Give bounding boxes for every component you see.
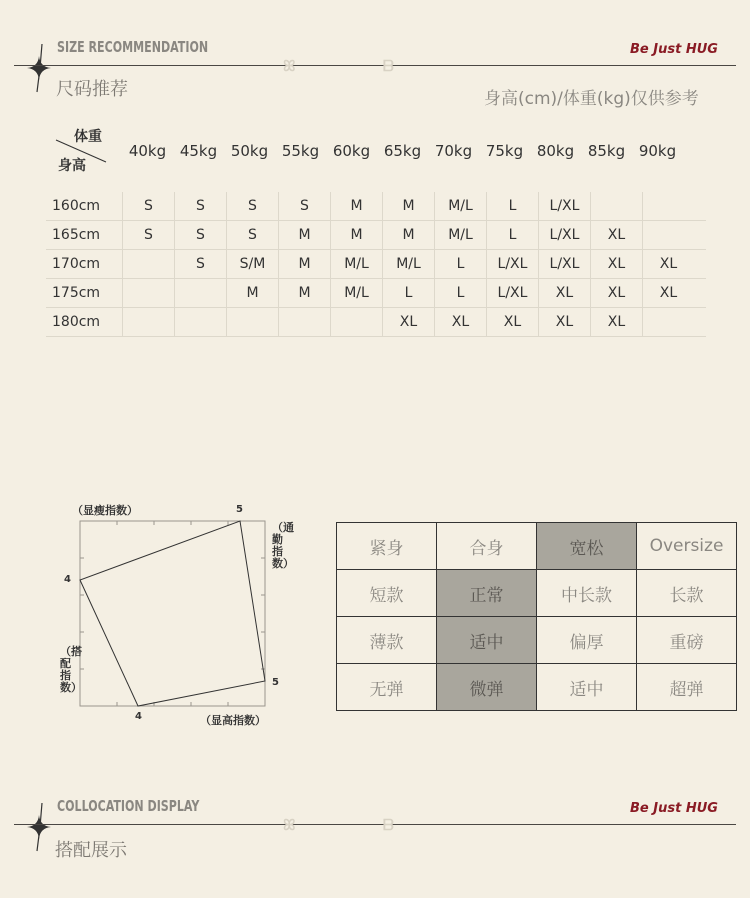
size-cell: M/L (434, 221, 486, 249)
brand-logo: Be Just HUG (630, 42, 718, 57)
weight-header-cell: 85kg (587, 142, 626, 160)
size-cell: S (122, 221, 174, 249)
size-cell: M (278, 279, 330, 307)
features-row (337, 523, 737, 570)
size-cell: M (382, 192, 434, 220)
radar-left-label: （搭配指数） (60, 645, 82, 694)
weight-header-cell: 65kg (383, 142, 422, 160)
size-cell: M/L (330, 250, 382, 278)
size-cell: S (174, 221, 226, 249)
radar-value-left: 4 (64, 574, 71, 585)
deco-glyph: ꕤ (283, 57, 296, 75)
header-rule (14, 824, 736, 825)
size-row (46, 221, 706, 250)
weight-header-cell: 40kg (128, 142, 167, 160)
size-cell (174, 308, 226, 336)
section-title-en: SIZE RECOMMENDATION (57, 38, 209, 56)
size-cell: S (174, 250, 226, 278)
weight-header-cell: 80kg (536, 142, 575, 160)
deco-glyph: ꕤ (283, 816, 296, 834)
size-cell: XL (538, 279, 590, 307)
size-cell: M (226, 279, 278, 307)
size-cell (122, 250, 174, 278)
feature-cell: Oversize (637, 523, 737, 570)
weight-header-cell: 45kg (179, 142, 218, 160)
feature-cell: 长款 (637, 570, 737, 617)
size-cell (590, 192, 642, 220)
size-cell: L (434, 250, 486, 278)
features-table (336, 522, 737, 711)
size-cell (174, 279, 226, 307)
deco-glyph: ᗷ (383, 816, 394, 834)
size-cell: L (382, 279, 434, 307)
radar-value-bottom: 4 (135, 711, 142, 722)
size-cell: XL (642, 250, 694, 278)
weight-header-row (122, 142, 683, 162)
size-cell (122, 279, 174, 307)
size-note: 身高(cm)/体重(kg)仅供参考 (484, 89, 699, 109)
feature-cell: 紧身 (337, 523, 437, 570)
size-cell: M (278, 250, 330, 278)
header-rule (14, 65, 736, 66)
feature-cell-selected: 宽松 (537, 523, 637, 570)
corner-height-label: 身高 (58, 158, 86, 174)
size-cell: M (330, 221, 382, 249)
radar-right-label: （通勤指数） (272, 521, 294, 570)
size-cell: XL (538, 308, 590, 336)
size-cell: M/L (434, 192, 486, 220)
height-label: 175cm (52, 285, 101, 301)
size-row (46, 192, 706, 221)
radar-value-top: 5 (236, 504, 243, 515)
size-cell: XL (486, 308, 538, 336)
weight-header-cell: 50kg (230, 142, 269, 160)
size-cell: XL (590, 250, 642, 278)
feature-cell: 适中 (537, 664, 637, 711)
size-row (46, 250, 706, 279)
size-cell (642, 221, 694, 249)
size-cell: XL (642, 279, 694, 307)
height-label: 165cm (52, 227, 101, 243)
corner-weight-label: 体重 (74, 129, 102, 145)
size-cell: L (434, 279, 486, 307)
radar-bottom-label: （显高指数） (200, 714, 266, 727)
feature-cell: 无弹 (337, 664, 437, 711)
feature-cell: 偏厚 (537, 617, 637, 664)
weight-header-cell: 60kg (332, 142, 371, 160)
height-label: 170cm (52, 256, 101, 272)
size-cell: S/M (226, 250, 278, 278)
features-row (337, 664, 737, 711)
size-cell: S (122, 192, 174, 220)
size-row (46, 279, 706, 308)
display-header (0, 789, 750, 869)
feature-cell: 超弹 (637, 664, 737, 711)
feature-cell-selected: 适中 (437, 617, 537, 664)
section-title-cn: 搭配展示 (55, 840, 127, 861)
size-cell (330, 308, 382, 336)
size-cell: XL (590, 279, 642, 307)
section-title-cn: 尺码推荐 (56, 79, 128, 100)
weight-header-cell: 70kg (434, 142, 473, 160)
size-row (46, 308, 706, 337)
radar-polygon (80, 521, 265, 706)
sparkle-icon (20, 801, 60, 853)
size-cell (226, 308, 278, 336)
radar-value-right: 5 (272, 677, 279, 688)
height-label: 180cm (52, 314, 101, 330)
size-cell (642, 192, 694, 220)
features-row (337, 617, 737, 664)
size-cell: L (486, 192, 538, 220)
size-cell: S (226, 192, 278, 220)
size-cell: S (278, 192, 330, 220)
feature-cell-selected: 微弹 (437, 664, 537, 711)
size-cell: XL (382, 308, 434, 336)
feature-cell-selected: 正常 (437, 570, 537, 617)
size-cell: M (278, 221, 330, 249)
size-cell (278, 308, 330, 336)
radar-top-label: （显瘦指数） (72, 504, 138, 517)
radar-frame (50, 500, 294, 730)
size-cell: XL (590, 308, 642, 336)
feature-cell: 薄款 (337, 617, 437, 664)
size-cell: S (226, 221, 278, 249)
brand-logo: Be Just HUG (630, 801, 718, 816)
size-table-corner (52, 126, 110, 174)
size-cell (122, 308, 174, 336)
size-cell: M (382, 221, 434, 249)
size-cell: L (486, 221, 538, 249)
sparkle-icon (20, 42, 60, 94)
deco-glyph: ᗷ (383, 57, 394, 75)
size-cell: M/L (330, 279, 382, 307)
height-label: 160cm (52, 198, 101, 214)
size-cell: M (330, 192, 382, 220)
features-row (337, 570, 737, 617)
feature-cell: 中长款 (537, 570, 637, 617)
size-cell: S (174, 192, 226, 220)
size-cell (642, 308, 694, 336)
size-cell: L/XL (538, 221, 590, 249)
feature-cell: 短款 (337, 570, 437, 617)
weight-header-cell: 75kg (485, 142, 524, 160)
size-cell: L/XL (538, 250, 590, 278)
weight-header-cell: 90kg (638, 142, 677, 160)
size-cell: L/XL (486, 279, 538, 307)
section-title-en: COLLOCATION DISPLAY (57, 797, 200, 815)
radar-chart (50, 500, 294, 730)
feature-cell: 合身 (437, 523, 537, 570)
weight-header-cell: 55kg (281, 142, 320, 160)
size-cell: L/XL (538, 192, 590, 220)
size-cell: XL (434, 308, 486, 336)
size-table-body (46, 192, 706, 337)
size-cell: M/L (382, 250, 434, 278)
feature-cell: 重磅 (637, 617, 737, 664)
size-cell: XL (590, 221, 642, 249)
size-cell: L/XL (486, 250, 538, 278)
